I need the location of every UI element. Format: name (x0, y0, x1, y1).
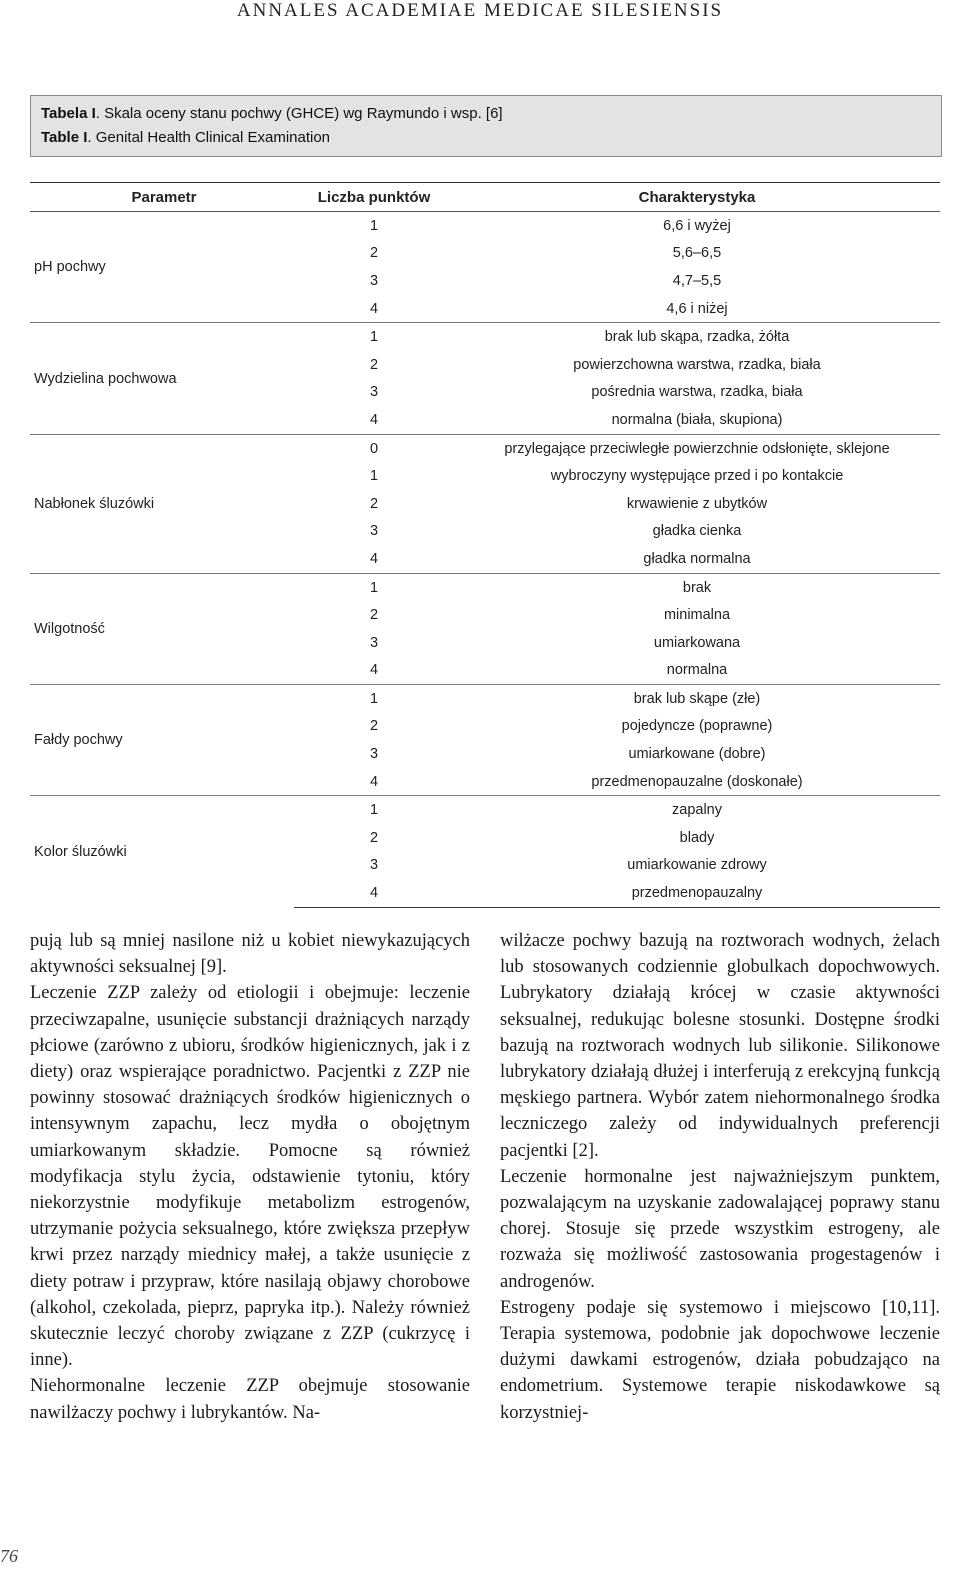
characteristic-cell: zapalny (454, 796, 940, 824)
body-paragraph: Niehormonalne leczenie ZZP obejmuje stosowanie nawilżaczy pochwy i lubrykantów. Na- (30, 1376, 470, 1423)
score-cell: 1 (294, 685, 454, 713)
table-row (30, 796, 940, 824)
parameter-cell: Wilgotność (30, 573, 294, 684)
ghce-table (30, 182, 940, 908)
parameter-cell: Fałdy pochwy (30, 685, 294, 796)
characteristic-cell: wybroczyny występujące przed i po kontakcie (550, 468, 844, 485)
body-paragraph: pują lub są mniej nasilone niż u kobiet niewykazujących aktywności seksualnej [9]. (30, 931, 470, 978)
body-paragraph: Estrogeny podaje się systemowo i miejscowo [10,11]. Terapia systemowa, podobnie jak dopochwowe leczenie dużymi dawkami estrogenów, działa pobudzająco na endometrium. Systemowe terapie niskodawkowe są korzystniej- (500, 1297, 940, 1423)
body-paragraph: Leczenie hormonalne jest najważniejszym punktem, pozwalającym na uzyskanie zadowalającej poprawy stanu chorej. Stosuje się przede wszystkim estrogeny, ale rozważa się możliwość zastosowania progestagenów i androgenów. (500, 1166, 940, 1292)
caption-english-text: . Genital Health Clinical Examination (87, 129, 331, 146)
score-cell: 4 (369, 662, 379, 679)
running-head: ANNALES ACADEMIAE MEDICAE SILESIENSIS (236, 0, 724, 21)
body-paragraph: Leczenie ZZP zależy od etiologii i obejmuje: leczenie przeciwzapalne, usunięcie substancji drażniących narządy płciowe (zarówno z ubioru, środków higienicznych, jak i z diety) oraz wspierające poradnictwo. Pacjentki z ZZP nie powinny stosować drażniących środków higienicznych o intensywnym zapachu, lecz mydła o obojętnym umiarkowanym składzie. Pomocne są również modyfikacja stylu życia, odstawienie tytoniu, który niekorzystnie modyfikuje metabolizm estrogenów, utrzymanie pożycia seksualnego, które zwiększa przepływ krwi przez narządy miednicy małej, a także usunięcie z diety potraw i przypraw, które nasilają objawy chorobowe (alkohol, czekolada, pieprz, papryka itp.). Należy również skutecznie leczyć choroby związane z ZZP (cukrzycę i inne). (30, 983, 470, 1371)
parameter-cell: Kolor śluzówki (30, 796, 294, 907)
header-charakterystyka: Charakterystyka (454, 183, 940, 212)
characteristic-cell: gładka normalna (643, 550, 751, 567)
characteristic-cell: 4,7–5,5 (672, 272, 722, 289)
characteristic-cell: umiarkowana (653, 634, 741, 651)
score-cell: 3 (369, 634, 379, 651)
score-cell: 2 (369, 607, 379, 624)
characteristic-cell: umiarkowane (dobre) (628, 746, 766, 763)
characteristic-cell: 4,6 i niżej (666, 300, 728, 317)
characteristic-cell: 6,6 i wyżej (454, 212, 940, 240)
score-cell: 2 (369, 356, 379, 373)
score-cell: 4 (369, 411, 379, 428)
body-column-left (30, 928, 470, 1426)
characteristic-cell: pojedyncze (poprawne) (621, 718, 773, 735)
score-cell: 0 (294, 434, 454, 462)
characteristic-cell: gładka cienka (652, 523, 742, 540)
score-cell: 4 (294, 879, 454, 907)
parameter-cell: Nabłonek śluzówki (30, 434, 294, 573)
caption-polish-label: Tabela I (41, 105, 96, 122)
body-column-right (500, 928, 940, 1426)
characteristic-cell: krwawienie z ubytków (626, 495, 768, 512)
caption-english-label: Table I (41, 129, 88, 146)
characteristic-cell: brak (454, 573, 940, 601)
score-cell: 3 (369, 857, 379, 874)
characteristic-cell: minimalna (663, 607, 731, 624)
body-paragraph: wilżacze pochwy bazują na roztworach wodnych, żelach lub stosowanych codziennie globulkach dopochwowych. Lubrykatory działają krócej w czasie aktywności seksualnej, redukując bolesne stosunki. Dostępne środki bazują na roztworach wodnych lub silikonie. Silikonowe lubrykatory działają dłużej i interferują z erekcyjną funkcją męskiego partnera. Wybór zatem niehormonalnego środka leczniczego zależy od indywidualnych preferencji pacjentki [2]. (500, 931, 940, 1161)
characteristic-cell: umiarkowanie zdrowy (627, 857, 767, 874)
characteristic-cell: przedmenopauzalne (doskonałe) (591, 773, 803, 790)
table-row (30, 573, 940, 601)
table-row (30, 212, 940, 240)
table-caption (30, 95, 942, 157)
score-cell: 3 (369, 523, 379, 540)
characteristic-cell: normalna (biała, skupiona) (611, 411, 783, 428)
table-header-row (30, 183, 940, 212)
score-cell: 1 (294, 573, 454, 601)
characteristic-cell: normalna (666, 662, 728, 679)
characteristic-cell: pośrednia warstwa, rzadka, biała (591, 384, 803, 401)
score-cell: 2 (369, 718, 379, 735)
score-cell: 2 (369, 245, 379, 262)
characteristic-cell: brak lub skąpe (złe) (454, 685, 940, 713)
score-cell: 1 (294, 212, 454, 240)
characteristic-cell: 5,6–6,5 (672, 245, 722, 262)
table-row (30, 434, 940, 462)
characteristic-cell: brak lub skąpa, rzadka, żółta (454, 323, 940, 351)
table-row (30, 685, 940, 713)
characteristic-cell: przedmenopauzalny (454, 879, 940, 907)
score-cell: 1 (294, 323, 454, 351)
caption-polish-text: . Skala oceny stanu pochwy (GHCE) wg Raymundo i wsp. [6] (95, 105, 503, 122)
table-row (30, 323, 940, 351)
table-body (30, 212, 940, 908)
score-cell: 2 (369, 495, 379, 512)
parameter-cell: Wydzielina pochwowa (30, 323, 294, 434)
parameter-cell: pH pochwy (30, 212, 294, 323)
score-cell: 2 (369, 829, 379, 846)
score-cell: 1 (369, 468, 379, 485)
score-cell: 4 (369, 550, 379, 567)
caption-english (41, 126, 931, 150)
score-cell: 3 (369, 746, 379, 763)
score-cell: 4 (369, 300, 379, 317)
score-cell: 3 (369, 384, 379, 401)
score-cell: 3 (369, 272, 379, 289)
characteristic-cell: powierzchowna warstwa, rzadka, biała (573, 356, 821, 373)
characteristic-cell: blady (679, 829, 715, 846)
characteristic-cell: przylegające przeciwległe powierzchnie odsłonięte, sklejone (454, 434, 940, 462)
score-cell: 1 (294, 796, 454, 824)
header-parametr: Parametr (30, 183, 294, 212)
header-liczba-punktow: Liczba punktów (294, 183, 454, 212)
caption-polish (41, 102, 931, 126)
page-number: 76 (0, 1546, 18, 1566)
score-cell: 4 (369, 773, 379, 790)
